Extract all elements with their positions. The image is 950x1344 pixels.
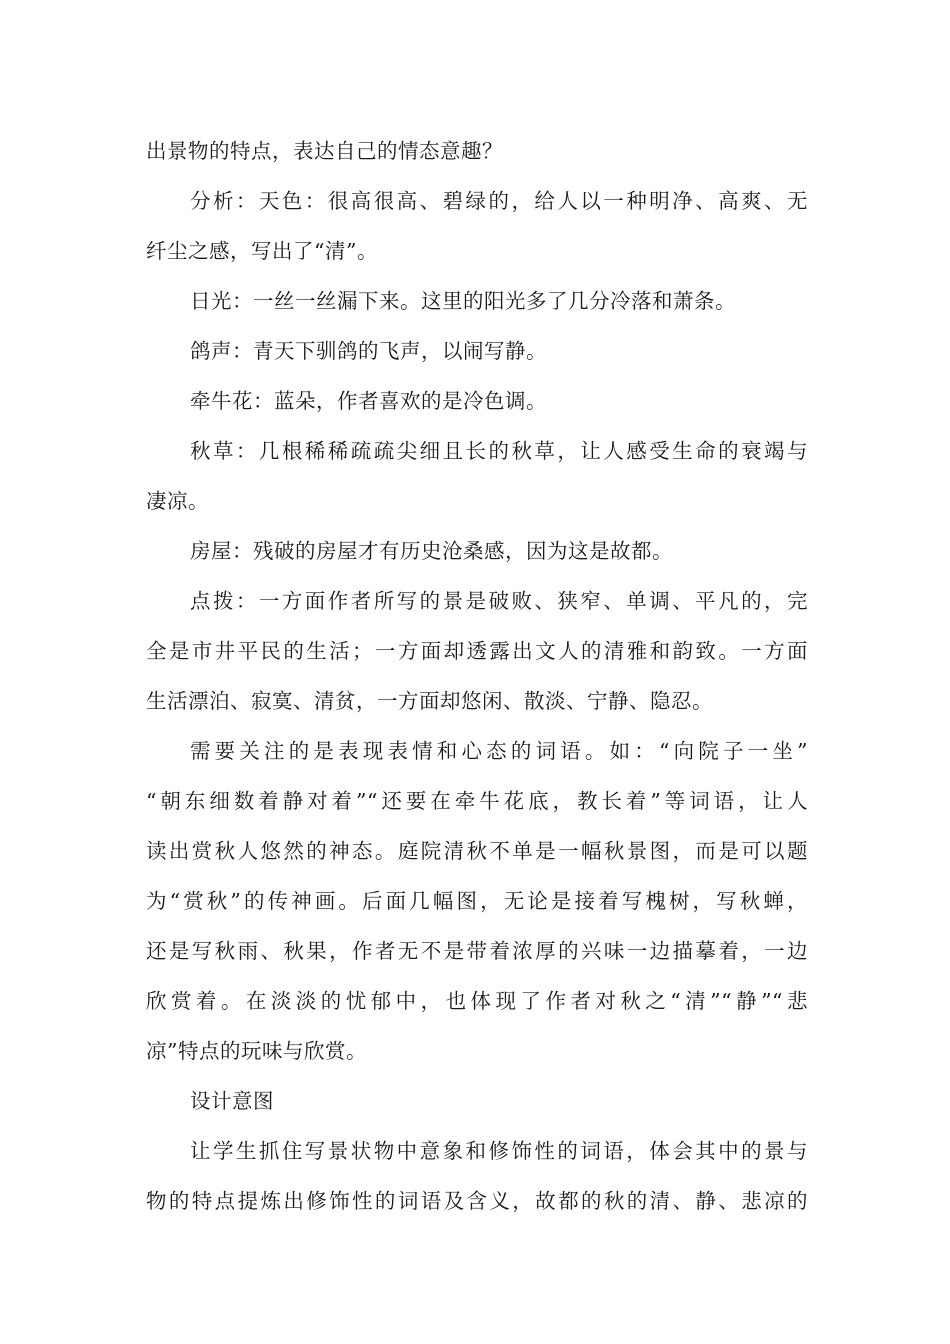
text-line: 欣赏着。在淡淡的忧郁中，也体现了作者对秋之“清”“静”“悲 (146, 989, 808, 1013)
text-line: 点拨：一方面作者所写的景是破败、狭窄、单调、平凡的，完 (190, 589, 808, 613)
text-line: 纤尘之感，写出了“清”。 (146, 239, 378, 263)
text-line: 日光：一丝一丝漏下来。这里的阳光多了几分冷落和萧条。 (190, 289, 736, 313)
text-line: 全是市井平民的生活；一方面却透露出文人的清雅和韵致。一方面 (146, 639, 808, 663)
text-line: 凄凉。 (146, 489, 209, 513)
text-line: 设计意图 (190, 1089, 274, 1113)
text-line: 生活漂泊、寂寞、清贫，一方面却悠闲、散淡、宁静、隐忍。 (146, 689, 713, 713)
text-line: 房屋：残破的房屋才有历史沧桑感，因为这是故都。 (190, 539, 673, 563)
text-line: 读出赏秋人悠然的神态。庭院清秋不单是一幅秋景图，而是可以题 (146, 839, 808, 863)
text-line: 还是写秋雨、秋果，作者无不是带着浓厚的兴味一边描摹着，一边 (146, 939, 808, 963)
text-line: “朝东细数着静对着”“还要在牵牛花底，教长着”等词语，让人 (146, 789, 808, 813)
text-line: 让学生抓住写景状物中意象和修饰性的词语，体会其中的景与 (190, 1139, 808, 1163)
text-line: 鸽声：青天下驯鸽的飞声，以闹写静。 (190, 339, 547, 363)
text-line: 凉”特点的玩味与欣赏。 (146, 1039, 367, 1063)
text-line: 秋草：几根稀稀疏疏尖细且长的秋草，让人感受生命的衰竭与 (190, 439, 808, 463)
text-line: 为“赏秋”的传神画。后面几幅图，无论是接着写槐树，写秋蝉， (146, 889, 808, 913)
text-line: 出景物的特点，表达自己的情态意趣？ (146, 139, 503, 163)
text-line: 物的特点提炼出修饰性的词语及含义，故都的秋的清、静、悲凉的 (146, 1189, 808, 1213)
text-line: 需要关注的是表现表情和心态的词语。如：“向院子一坐” (190, 739, 808, 763)
text-line: 牵牛花：蓝朵，作者喜欢的是冷色调。 (190, 389, 547, 413)
document-body (146, 126, 808, 1226)
text-line: 分析：天色：很高很高、碧绿的，给人以一种明净、高爽、无 (190, 189, 808, 213)
